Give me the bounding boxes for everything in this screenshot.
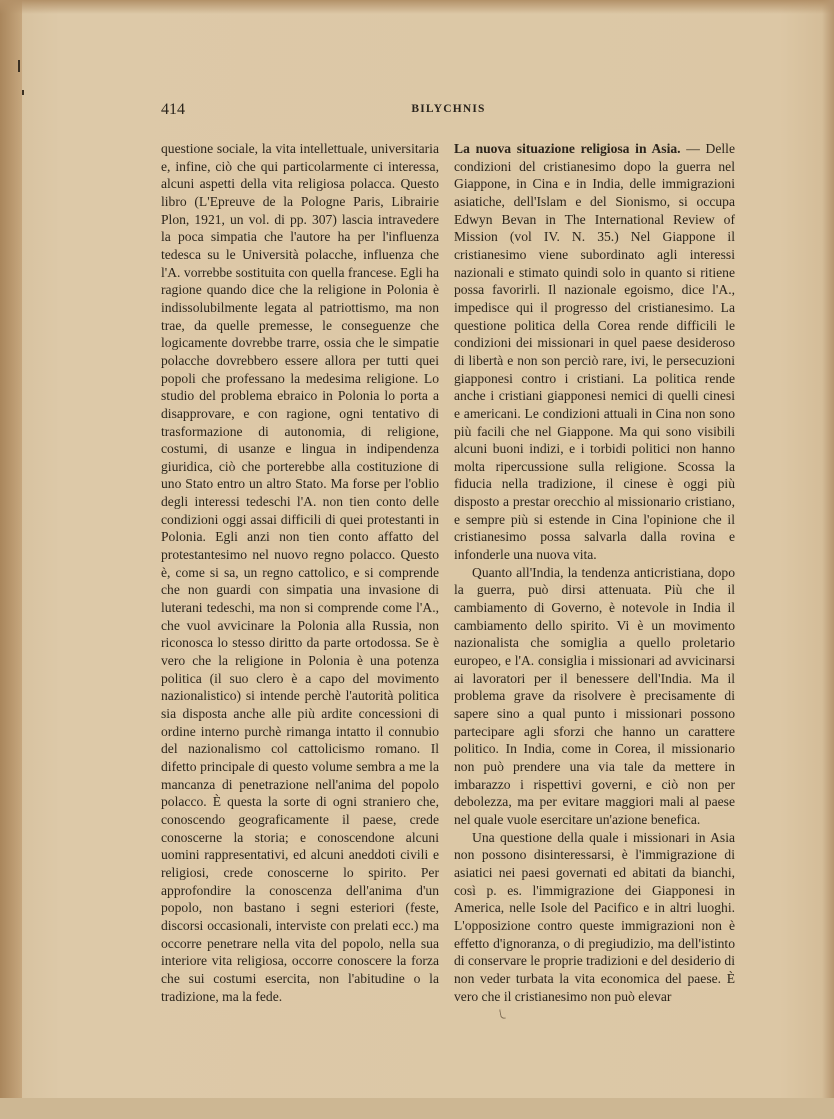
left-column-text: questione sociale, la vita intellettuale, universitaria e, infine, ciò che qui particolarmente ci interessa, alcuni aspetti della vita religiosa polacca. Questo libro (L'Epreuve de la Pologne Paris, Librairie Plon, 1921, un vol. di pp. 307) lascia intravedere la poca simpatia che l'autore ha per l'influenza tedesca su le Università polacche, influenza che l'A. vorrebbe sostituita con quella francese. Egli ha ragione quando dice che la religione in Polonia è indissolubilmente legata al patriottismo, ma non trae, da quelle premesse, le conseguenze che logicamente dovrebbe trarre, ossia che le simpatie polacche dovrebbero essere allora per tutti quei popoli che professano la medesima religione. Lo studio del problema ebraico in Polonia lo porta a disapprovare, e con ragione, ogni tentativo di trasformazione di autonomia, di religione, costumi, di usanze e lingua in indipendenza giuridica, ciò che porterebbe alla costituzione di uno Stato entro un altro Stato. Ma forse per l'oblio degli interessi tedeschi l'A. non tien conto delle condizioni oggi assai difficili di quei protestanti in Polonia. Egli anzi non tien conto affatto del protestantesimo nel nuovo regno polacco. Questo è, come si sa, un regno cattolico, e si comprende che non guardi con simpatia una invasione di luterani tedeschi, ma non si comprende come l'A., che vuol avvicinare la Polonia alla Russia, non riconosca lo stesso diritto da parte ortodossa. Se è vero che la religione in Polonia è una potenza politica (il suo clero è a capo del movimento nazionalistico) si intende perchè l'autorità politica sia disposta anche alle più ardite concessioni di ordine interno purchè rimanga intatto il connubio del nazionalismo col cattolicismo romano. Il difetto principale di questo volume sembra a me la mancanza di penetrazione nell'anima del popolo polacco. È questa la sorte di ogni straniero che, conoscendo geograficamente il paese, crede conoscerne la storia; e conoscendone alcuni uomini rappresentativi, ed alcuni aneddoti civili e religiosi, crede conoscerne lo spirito. Per approfondire la conoscenza dell'anima d'un popolo, non bastano i segni esteriori (feste, discorsi occasionali, interviste con prelati ecc.) ma occorre penetrare nella vita del popolo, nella sua interiore vita religiosa, occorre conoscere la forza che sui costumi esercita, non l'abitudine o la tradizione, ma la fede. bbox=[161, 141, 439, 1004]
page-number: 414 bbox=[161, 101, 185, 118]
right-column-paragraph-1 bbox=[454, 140, 735, 564]
right-column-paragraph-1-text: — Delle condizioni del cristianesimo dopo la guerra nel Giappone, in Cina e in India, delle immigrazioni asiatiche, dell'Islam e del Sionismo, si occupa Edwyn Bevan in The International Review of Mission (vol IV. N. 35.) Nel Giappone il cristianesimo viene subordinato agli interessi nazionali e stimato quindi solo in quanto si ritiene possa favorirli. Il nazionale egoismo, dice l'A., impedisce qui il progresso del cristianesimo. La questione politica della Corea rende difficili le condizioni dei missionari in quel paese desideroso di libertà e non son perciò rare, ivi, le persecuzioni giapponesi contro i cristiani. La politica rende anche i cristiani giapponesi nemici di quelli cinesi e americani. Le condizioni attuali in Cina non sono più facili che nel Giappone. Ma qui sono visibili alcuni buoni indizi, e i torbidi politici non hanno molta ripercussione sulla religione. Scossa la fiducia nella tradizione, il cinese è oggi più disposto a prestar orecchio al missionario cristiano, e sempre più si estende in Cina l'opinione che il cristianesimo possa salvarla dalla rovina e infonderle una nuova vita. bbox=[454, 141, 735, 563]
margin-mark-small bbox=[22, 90, 24, 95]
section-heading: La nuova situazione religiosa in Asia. bbox=[454, 141, 681, 156]
margin-mark bbox=[18, 60, 20, 72]
page-header bbox=[161, 101, 736, 125]
ink-mark bbox=[499, 1009, 506, 1020]
right-column-paragraph-3: Una questione della quale i missionari in Asia non possono disinteressarsi, è l'immigrazione di asiatici nei paesi governati ed abitati da bianchi, così p. es. l'immigrazione dei Giapponesi in America, nelle Isole del Pacifico e in altri luoghi. L'opposizione contro queste immigrazioni non è effetto d'ignoranza, o di pregiudizio, ma dell'istinto di conservare le proprie tradizioni e del desiderio di non veder turbata la vita economica del paese. È vero che il cristianesimo non può elevar bbox=[454, 829, 735, 1004]
page-right-edge bbox=[822, 0, 834, 1119]
right-column bbox=[454, 140, 735, 1005]
running-title: BILYCHNIS bbox=[411, 103, 486, 115]
left-column bbox=[161, 140, 439, 1005]
right-column-paragraph-2: Quanto all'India, la tendenza anticristiana, dopo la guerra, può dirsi attenuata. Più che il cambiamento di Governo, è notevole in India il cambiamento dello spirito. Vi è un movimento nazionalista che somiglia a quello proletario europeo, e l'A. consiglia i missionari ad avvicinarsi ai lavoratori per il benessere dell'India. Ma il problema grave da risolvere è precisamente di sapere sino a qual punto i missionari possono partecipare agli sforzi che hanno un carattere politico. In India, come in Corea, il missionario non può prendere una via tale da mettere in imbarazzo i rispettivi governi, e ciò non per debolezza, ma per evitare maggiori mali al paese nel quale vuole esercitare un'azione benefica. bbox=[454, 564, 735, 827]
page-bottom-edge bbox=[0, 1098, 834, 1119]
page-binding-edge bbox=[0, 0, 22, 1119]
page-top-edge bbox=[0, 0, 834, 14]
